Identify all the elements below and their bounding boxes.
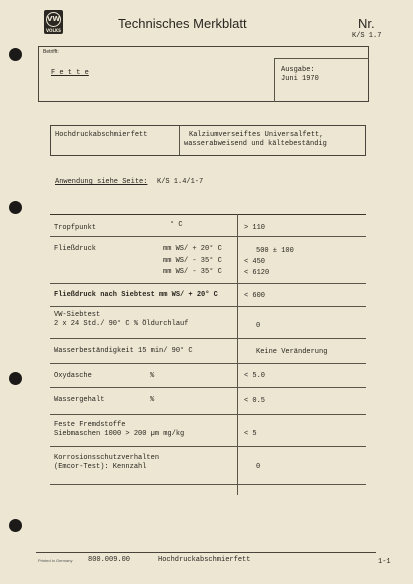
- vw-logo: [44, 10, 63, 34]
- betrifft-value: F e t t e: [51, 69, 89, 77]
- ausgabe-value: Juni 1970: [281, 75, 319, 83]
- row-label: Wasserbeständigkeit 15 min/ 90° C: [54, 347, 193, 355]
- row-value: < 5: [244, 430, 257, 438]
- row-value: < 5.0: [244, 372, 266, 380]
- vw-logo-text: VOLKS: [46, 28, 61, 33]
- number-label: Nr.: [358, 16, 375, 31]
- row-label: Feste Fremdstoffe: [54, 421, 126, 429]
- row-value: < 600: [244, 292, 266, 300]
- number-value: K/S 1.7: [352, 32, 382, 40]
- row-label: (Emcor-Test): Kennzahl: [54, 463, 147, 471]
- row-label: Tropfpunkt: [54, 224, 97, 232]
- row-value: Keine Veränderung: [256, 348, 328, 356]
- row-sub: mm WS/ + 20° C: [163, 245, 222, 253]
- row-value: > 110: [244, 224, 266, 232]
- row-value: 0: [256, 322, 261, 330]
- row-value: 500 ± 100: [256, 247, 294, 255]
- row-value: < 450: [244, 258, 266, 266]
- row-label: Korrosionsschutzverhalten: [54, 454, 160, 462]
- footer-code: 800.009.00: [88, 556, 131, 564]
- vw-logo-mark: VW: [46, 12, 61, 27]
- ausgabe-label: Ausgabe:: [281, 66, 315, 74]
- usage-value: K/S 1.4/1-7: [157, 178, 204, 186]
- footer-printed: Printed in Germany: [38, 558, 73, 563]
- punch-hole: [9, 201, 22, 214]
- row-sub: mm WS/ - 35° C: [163, 268, 222, 276]
- row-value: 0: [256, 463, 261, 471]
- betrifft-box: [38, 46, 369, 102]
- punch-hole: [9, 372, 22, 385]
- row-label: Fließdruck: [54, 245, 97, 253]
- row-value: < 6120: [244, 269, 270, 277]
- footer-page: 1-1: [378, 558, 391, 566]
- grease-box: [50, 125, 366, 156]
- row-label: 2 x 24 Std./ 90° C % Öldurchlauf: [54, 320, 189, 328]
- row-label: Fließdruck nach Siebtest mm WS/ + 20° C: [54, 291, 218, 299]
- row-unit: %: [150, 396, 155, 404]
- grease-name: Hochdruckabschmierfett: [55, 131, 148, 139]
- row-value: < 0.5: [244, 397, 266, 405]
- usage-label: Anwendung siehe Seite:: [55, 178, 148, 186]
- grease-description-2: wasserabweisend und kältebeständig: [184, 140, 327, 148]
- betrifft-label: Betrifft:: [43, 49, 59, 55]
- punch-hole: [9, 519, 22, 532]
- row-unit: ° C: [170, 221, 183, 229]
- row-label: Siebmaschen 1000 > 200 µm mg/kg: [54, 430, 185, 438]
- footer-title: Hochdruckabschmierfett: [158, 556, 251, 564]
- punch-hole: [9, 48, 22, 61]
- grease-description-1: Kalziumverseiftes Universalfett,: [189, 131, 324, 139]
- row-unit: %: [150, 372, 155, 380]
- document-title: Technisches Merkblatt: [118, 16, 247, 31]
- row-label: Oxydasche: [54, 372, 92, 380]
- row-label: Wassergehalt: [54, 396, 105, 404]
- row-label: VW-Siebtest: [54, 311, 101, 319]
- row-sub: mm WS/ - 35° C: [163, 257, 222, 265]
